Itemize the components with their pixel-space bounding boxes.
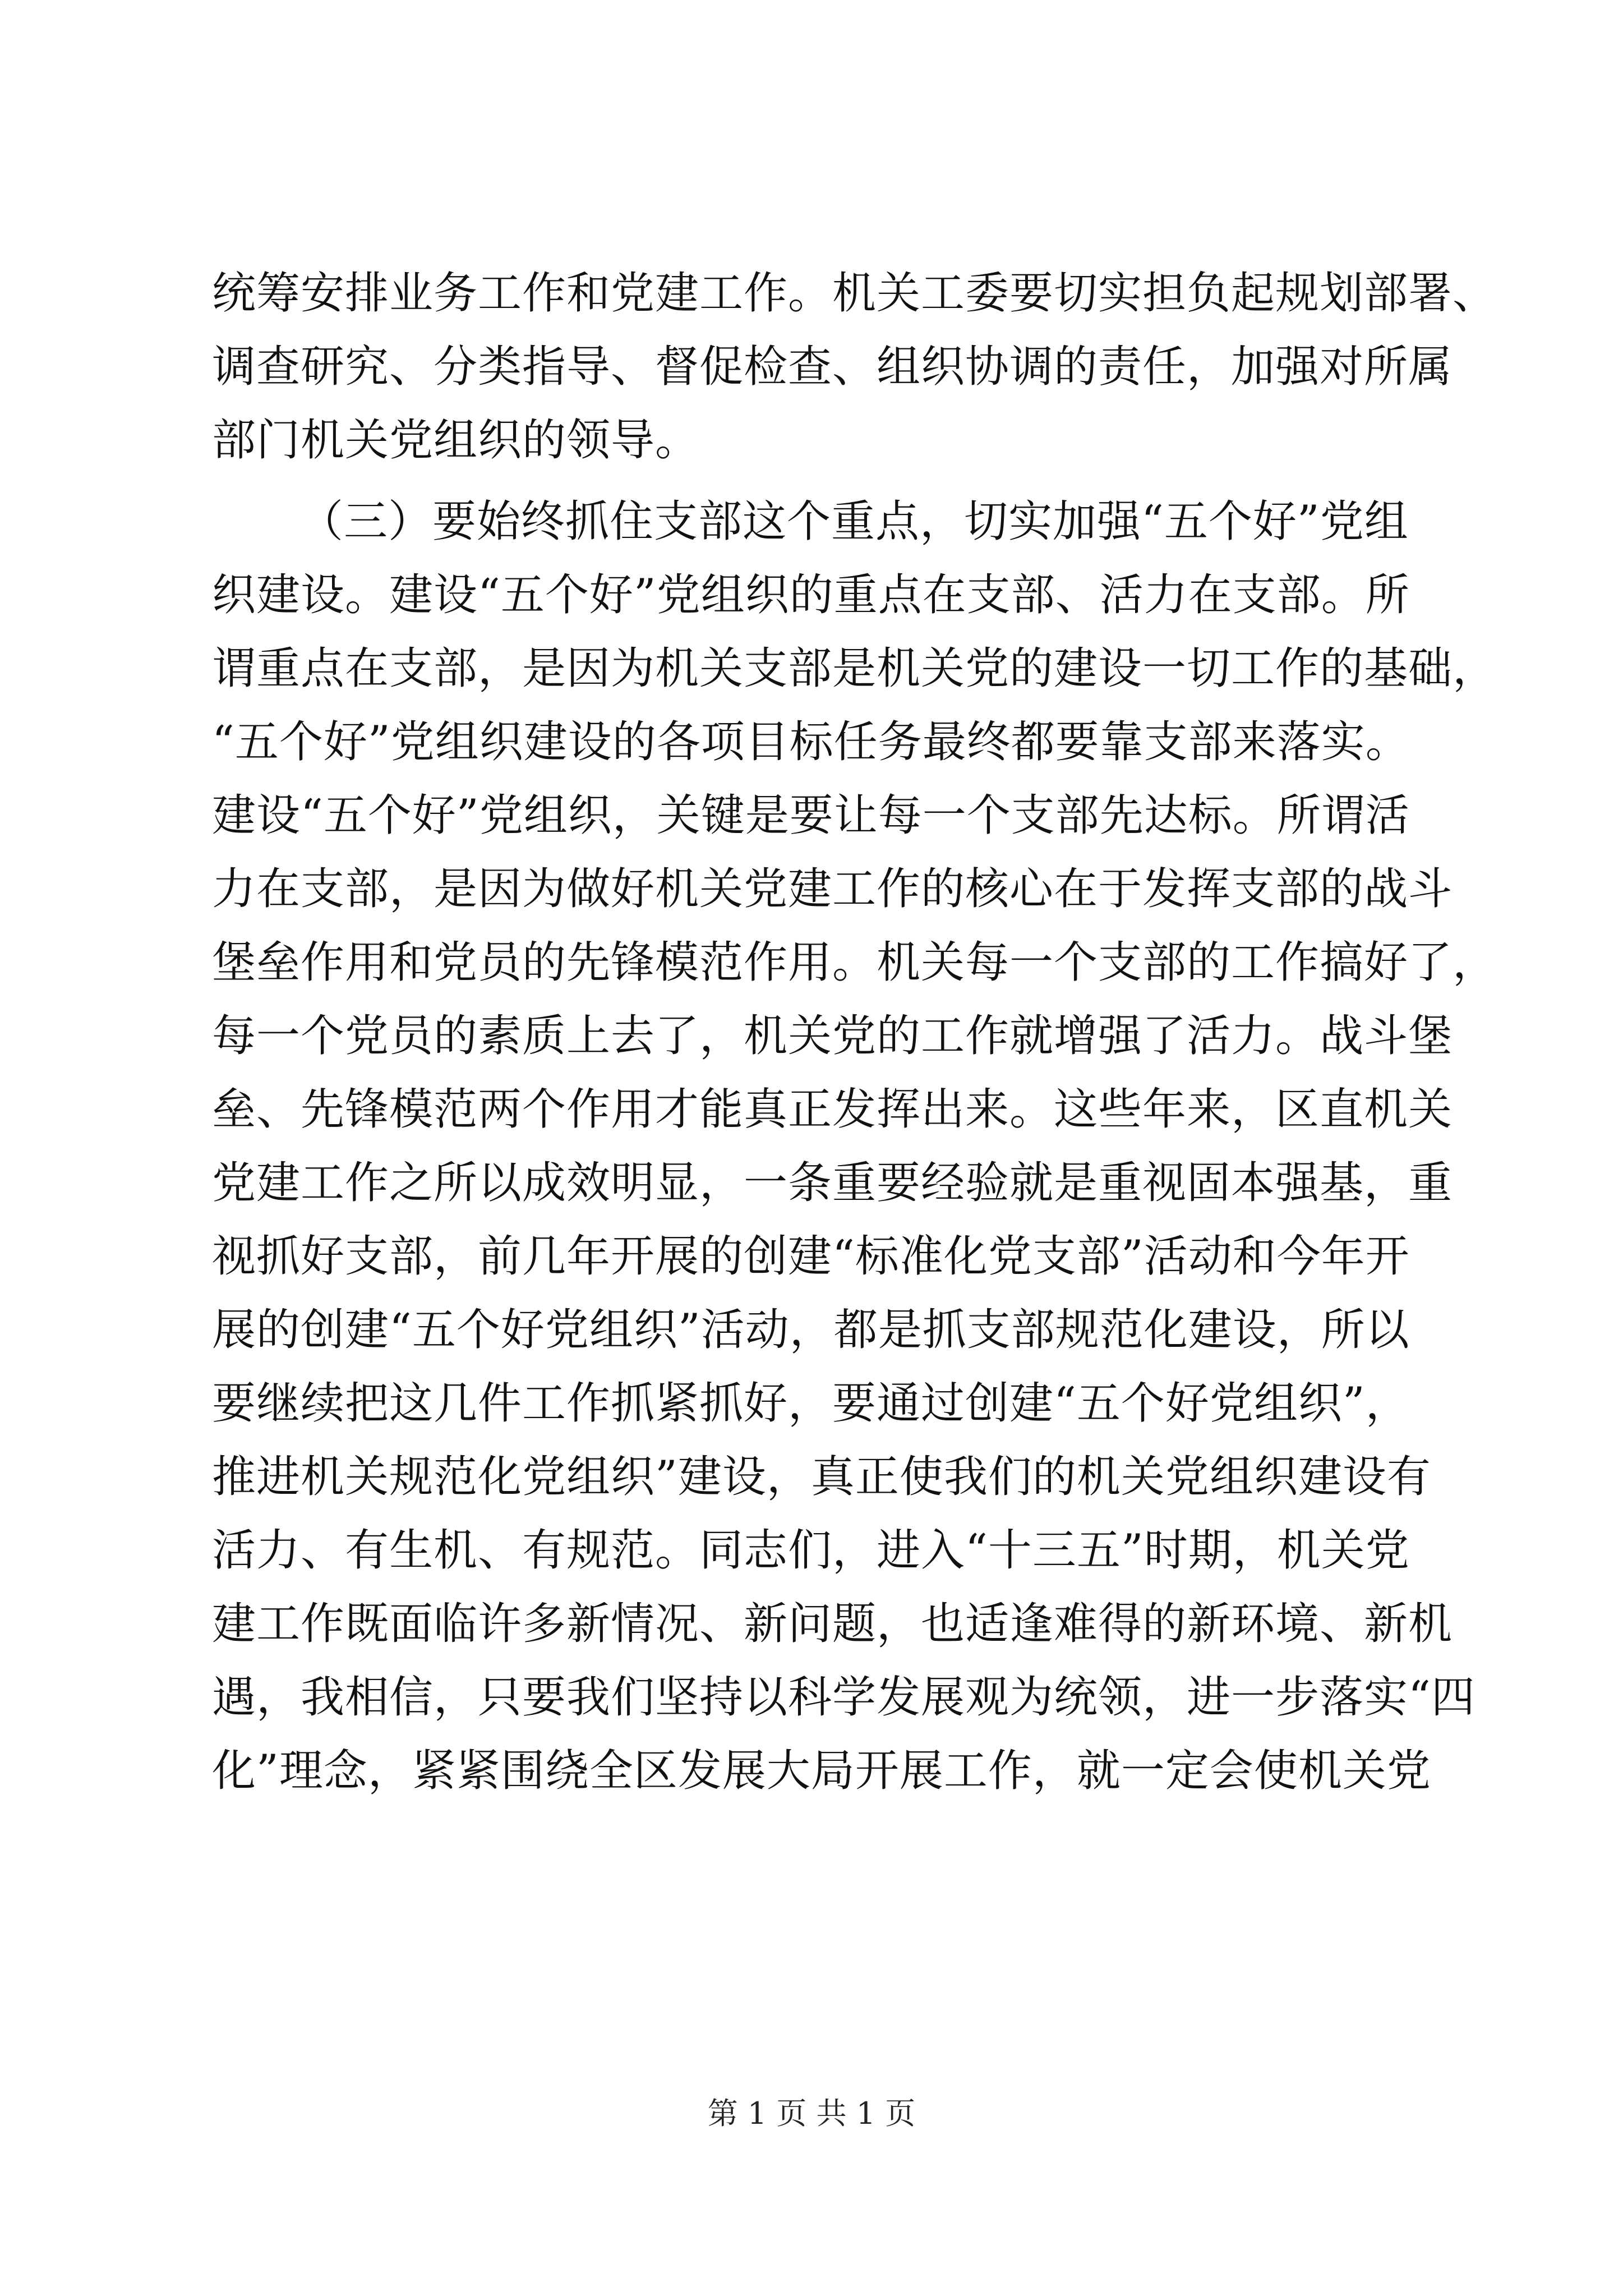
text-line: 统筹安排业务工作和党建工作。机关工委要切实担负起规划部署、 <box>212 268 1497 319</box>
text-line: 视抓好支部，前几年开展的创建“标准化党支部”活动和今年开 <box>212 1231 1410 1282</box>
text-line: 党建工作之所以成效明显，一条重要经验就是重视固本强基，重 <box>212 1158 1453 1208</box>
text-line: 建工作既面临许多新情况、新问题，也适逢难得的新环境、新机 <box>212 1599 1453 1649</box>
text-line: 堡垒作用和党员的先锋模范作用。机关每一个支部的工作搞好了， <box>212 937 1497 988</box>
text-line: 调查研究、分类指导、督促检查、组织协调的责任，加强对所属 <box>212 342 1453 392</box>
text-line: 建设“五个好”党组织，关键是要让每一个支部先达标。所谓活 <box>212 790 1410 841</box>
text-line: 化”理念，紧紧围绕全区发展大局开展工作，就一定会使机关党 <box>212 1746 1431 1796</box>
page-number-footer: 第 1 页 共 1 页 <box>707 2096 916 2131</box>
section-heading-line: （三）要始终抓住支部这个重点，切实加强“五个好”党组 <box>299 496 1409 547</box>
text-line: 谓重点在支部，是因为机关支部是机关党的建设一切工作的基础， <box>212 643 1497 694</box>
text-line: 部门机关党组织的领导。 <box>212 415 700 466</box>
text-line: 要继续把这几件工作抓紧抓好，要通过创建“五个好党组织”， <box>212 1378 1410 1429</box>
text-line: 力在支部，是因为做好机关党建工作的核心在于发挥支部的战斗 <box>212 864 1453 914</box>
text-line: 每一个党员的素质上去了，机关党的工作就增强了活力。战斗堡 <box>212 1011 1453 1061</box>
text-line: 活力、有生机、有规范。同志们，进入“十三五”时期，机关党 <box>212 1525 1410 1576</box>
text-line: 遇，我相信，只要我们坚持以科学发展观为统领，进一步落实“四 <box>212 1672 1476 1723</box>
text-line: “五个好”党组织建设的各项目标任务最终都要靠支部来落实。 <box>212 717 1410 767</box>
text-line: 展的创建“五个好党组织”活动，都是抓支部规范化建设，所以 <box>212 1305 1410 1355</box>
text-line: 垒、先锋模范两个作用才能真正发挥出来。这些年来，区直机关 <box>212 1084 1453 1135</box>
text-line: 织建设。建设“五个好”党组织的重点在支部、活力在支部。所 <box>212 570 1410 620</box>
document-body <box>212 257 1502 1808</box>
text-line: 推进机关规范化党组织”建设，真正使我们的机关党组织建设有 <box>212 1452 1431 1502</box>
